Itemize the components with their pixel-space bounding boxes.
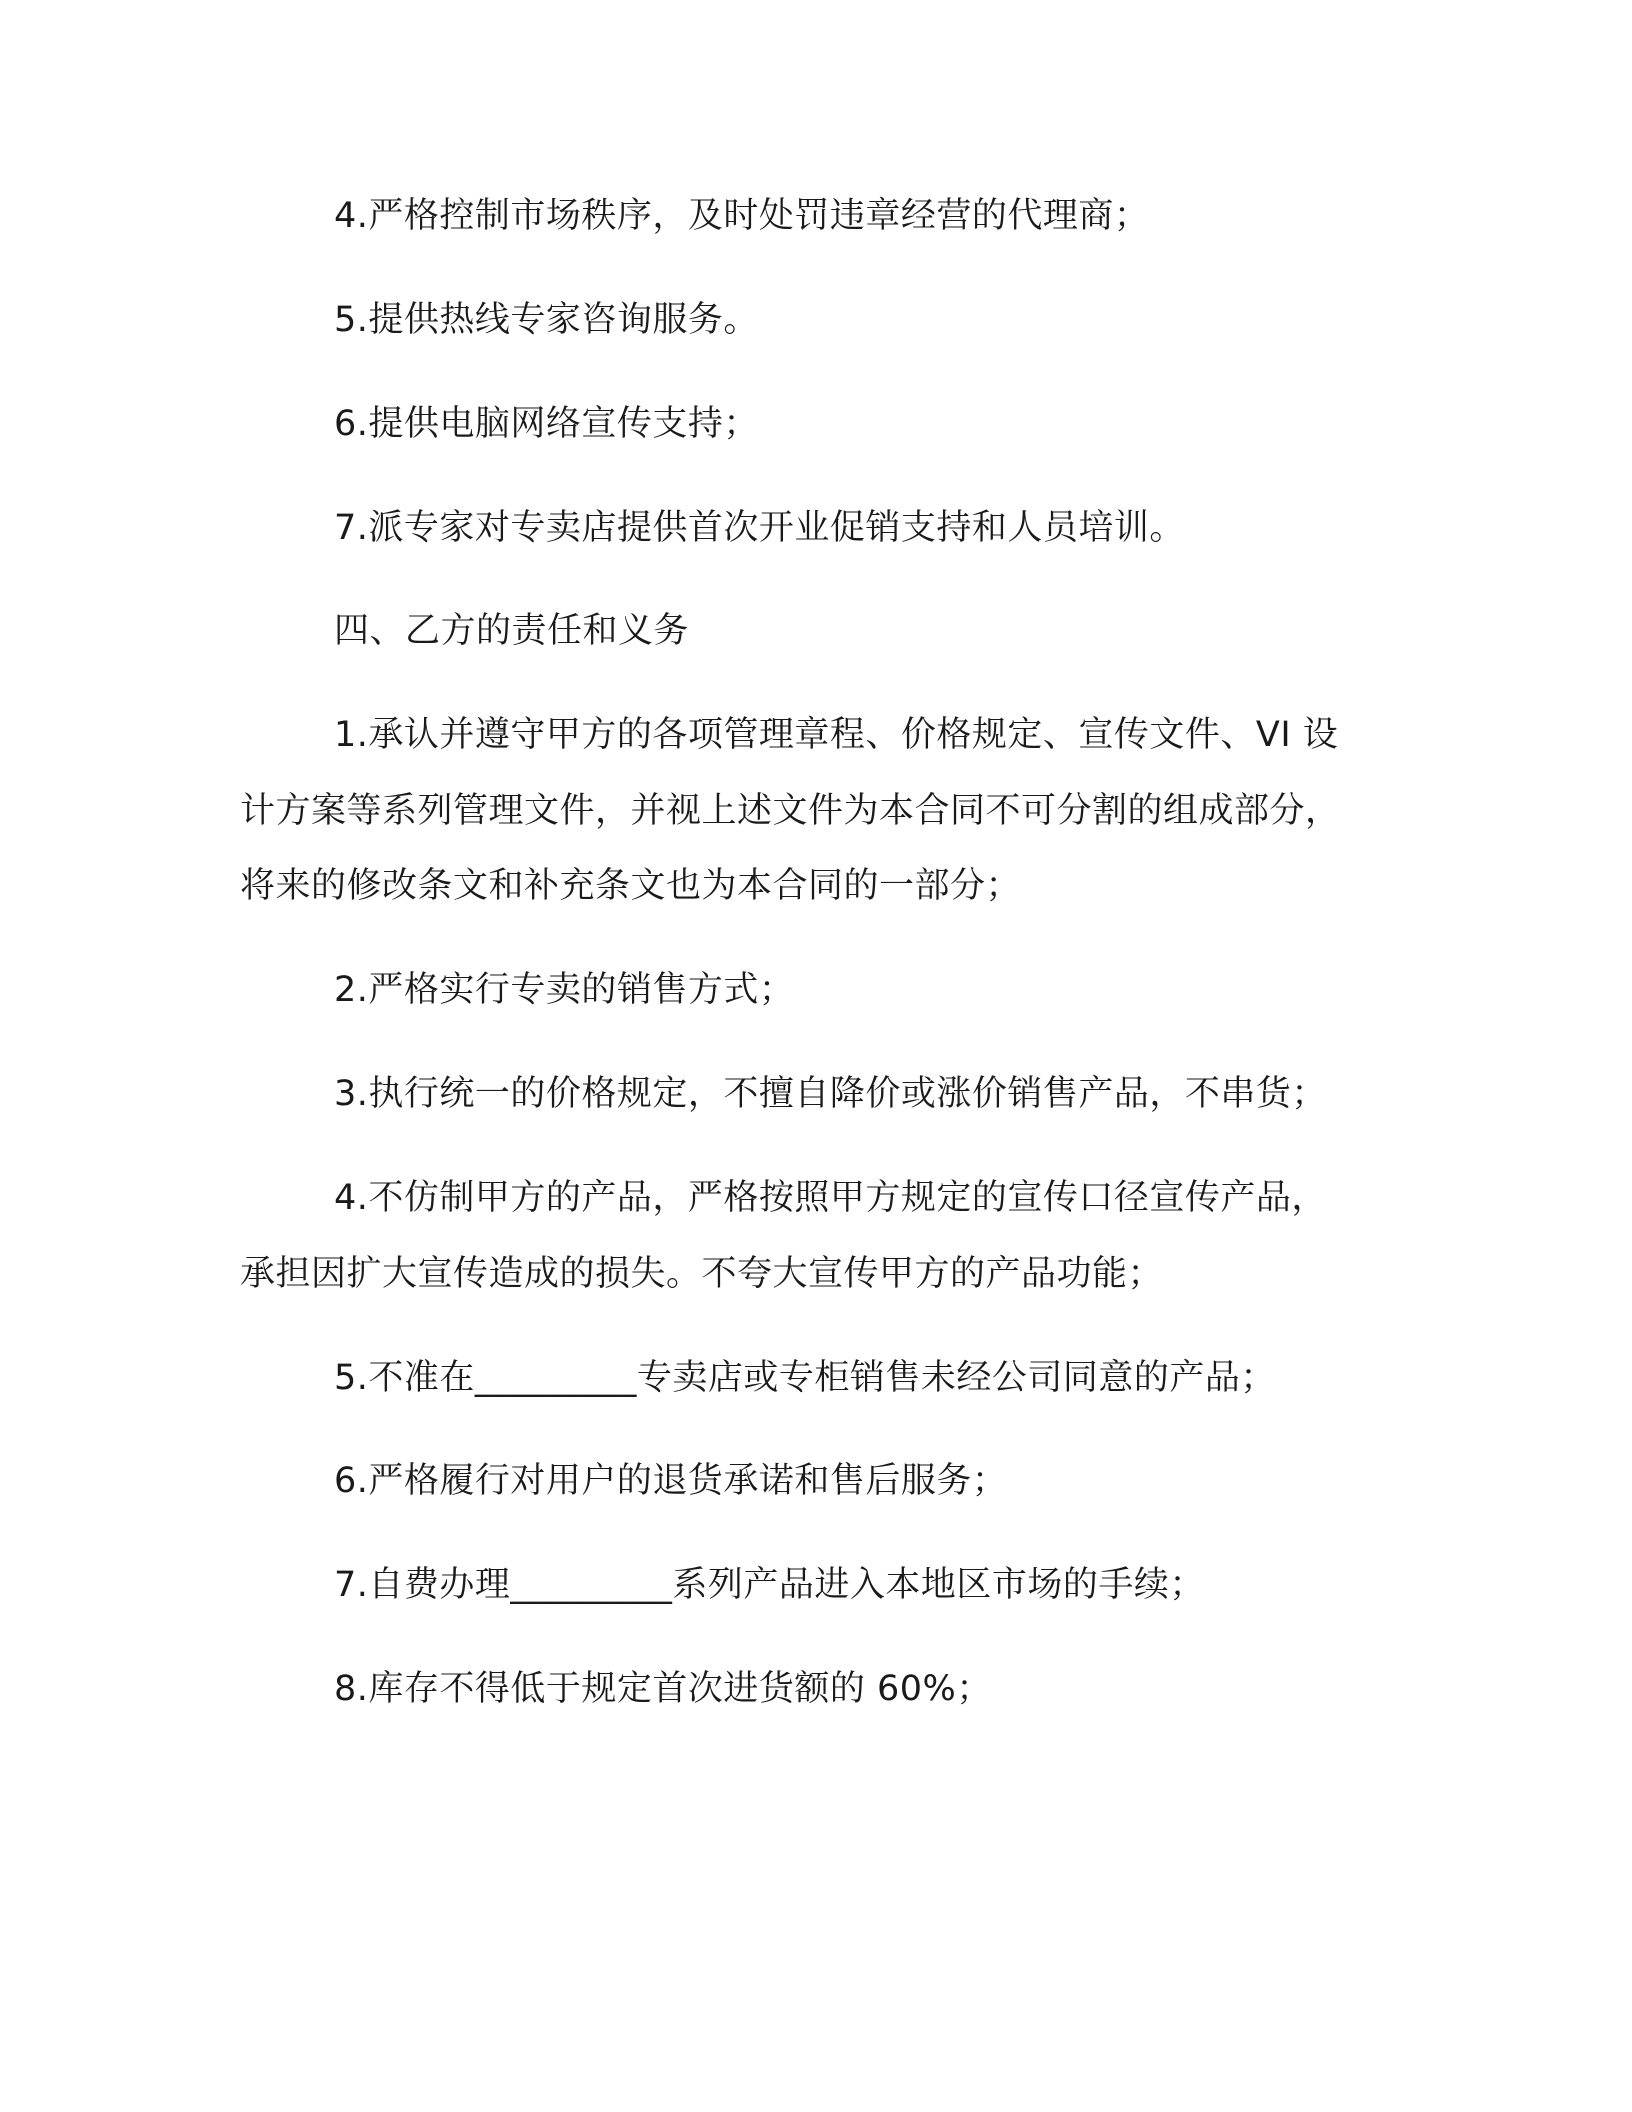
party-b-item-1-line-2: 计方案等系列管理文件，并视上述文件为本合同不可分割的组成部分，: [240, 791, 1341, 831]
party-b-item-1-line-1: 1.承认并遵守甲方的各项管理章程、价格规定、宣传文件、VI 设: [334, 715, 1339, 755]
party-b-item-4-line-2: 承担因扩大宣传造成的损失。不夸大宣传甲方的产品功能；: [240, 1254, 1164, 1294]
party-b-item-5: 5.不准在_________专卖店或专柜销售未经公司同意的产品；: [334, 1358, 1276, 1398]
party-b-item-1-line-3: 将来的修改条文和补充条文也为本合同的一部分；: [240, 866, 1022, 906]
party-b-item-4-line-1: 4.不仿制甲方的产品，严格按照甲方规定的宣传口径宣传产品，: [334, 1178, 1327, 1218]
section-heading-party-b: 四、乙方的责任和义务: [334, 611, 690, 651]
party-a-item-5: 5.提供热线专家咨询服务。: [334, 300, 759, 340]
party-b-item-3: 3.执行统一的价格规定，不擅自降价或涨价销售产品，不串货；: [334, 1074, 1327, 1114]
party-b-item-6: 6.严格履行对用户的退货承诺和售后服务；: [334, 1461, 1008, 1501]
party-a-item-4: 4.严格控制市场秩序，及时处罚违章经营的代理商；: [334, 196, 1150, 236]
party-b-item-7: 7.自费办理_________系列产品进入本地区市场的手续；: [334, 1565, 1205, 1605]
party-a-item-7: 7.派专家对专卖店提供首次开业促销支持和人员培训。: [334, 508, 1185, 548]
party-b-item-8: 8.库存不得低于规定首次进货额的 60%；: [334, 1669, 992, 1709]
party-a-item-6: 6.提供电脑网络宣传支持；: [334, 404, 759, 444]
party-b-item-2: 2.严格实行专卖的销售方式；: [334, 970, 795, 1010]
